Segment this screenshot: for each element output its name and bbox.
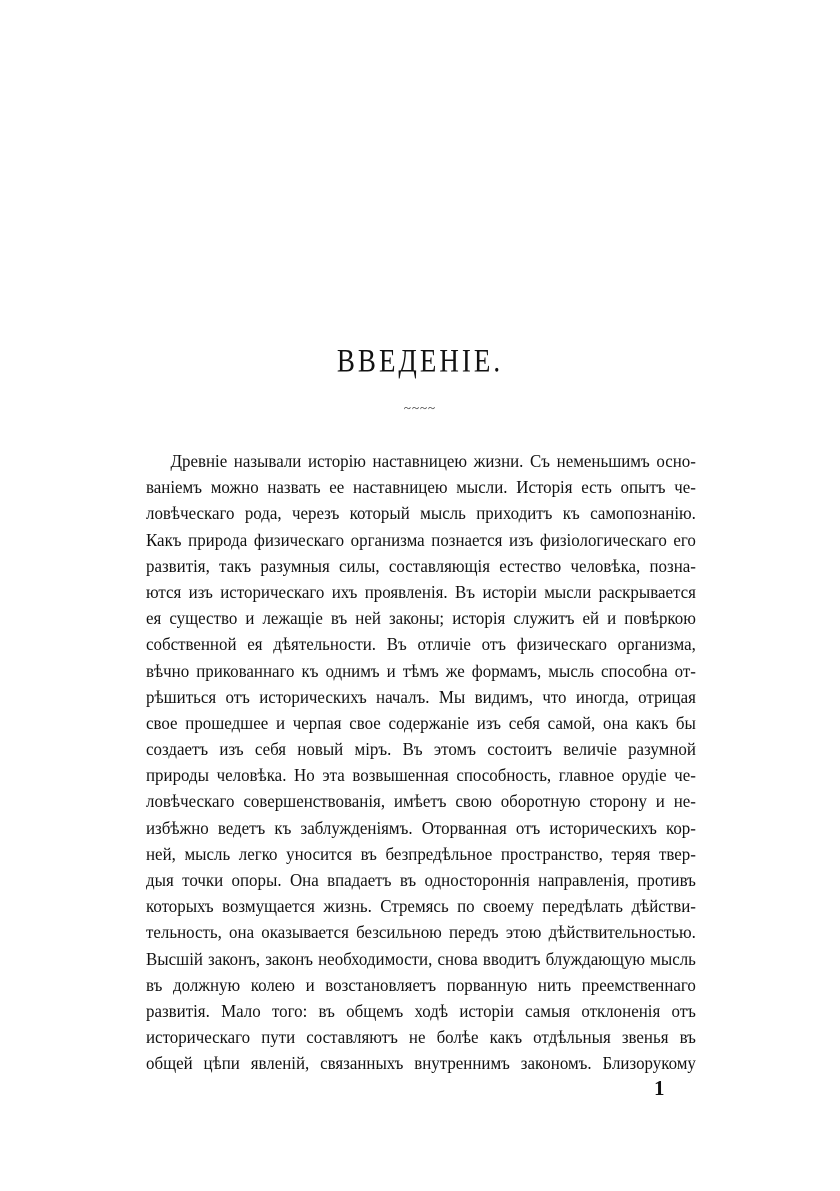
text-line: ея существо и лежащіе въ ней законы; исторія служитъ ей и повѣркою bbox=[146, 608, 696, 629]
text-line: ются изъ историческаго ихъ проявленія. Въ исторіи мысли раскрывается bbox=[146, 581, 696, 602]
text-line: развитія. Мало того: въ общемъ ходѣ исторіи самыя отклоненія отъ bbox=[146, 1000, 696, 1021]
text-line: общей цѣпи явленій, связанныхъ внутреннимъ закономъ. Близорукому bbox=[146, 1053, 696, 1074]
text-line: Древніе называли исторію наставницею жизни. Съ неменьшимъ осно- bbox=[170, 451, 696, 471]
text-line: которыхъ возмущается жизнь. Стремясь по своему передѣлать дѣйстви- bbox=[146, 896, 696, 917]
title-ornament: ~~~~ bbox=[403, 400, 437, 415]
text-line: природы человѣка. Но эта возвышенная способность, главное орудіе че- bbox=[146, 765, 696, 786]
text-line: Высшій законъ, законъ необходимости, снова вводитъ блуждающую мысль bbox=[146, 948, 696, 969]
text-line: ней, мысль легко уносится въ безпредѣльное пространство, теряя твер- bbox=[146, 843, 696, 864]
text-line: свое прошедшее и черпая свое содержаніе изъ себя самой, она какъ бы bbox=[146, 712, 696, 733]
text-line: ваніемъ можно назвать ее наставницею мысли. Исторія есть опытъ че- bbox=[146, 477, 696, 498]
text-line: въ должную колею и возстановляетъ порванную нить преемственнаго bbox=[146, 974, 696, 995]
text-line: собственной ея дѣятельности. Въ отличіе отъ физическаго организма, bbox=[146, 634, 696, 655]
text-line: избѣжно ведетъ къ заблужденіямъ. Оторванная отъ историческихъ кор- bbox=[146, 817, 696, 838]
text-line: создаетъ изъ себя новый міръ. Въ этомъ состоитъ величіе разумной bbox=[146, 739, 696, 760]
text-line: развитія, такъ разумныя силы, составляющія естество человѣка, позна- bbox=[146, 555, 696, 576]
text-line: тельность, она оказывается безсильною передъ этою дѣйствительностью. bbox=[146, 922, 696, 943]
text-line: рѣшиться отъ историческихъ началъ. Мы видимъ, что иногда, отрицая bbox=[146, 686, 696, 707]
text-line: вѣчно прикованнаго къ однимъ и тѣмъ же формамъ, мысль способна от- bbox=[146, 660, 696, 681]
text-line: ловѣческаго рода, черезъ который мысль приходитъ къ самопознанію. bbox=[146, 503, 696, 524]
chapter-title: ВВЕДЕНІЕ. bbox=[336, 342, 504, 379]
text-line: Какъ природа физическаго организма познается изъ физіологическаго его bbox=[146, 529, 696, 550]
page-number: 1 bbox=[654, 1076, 665, 1100]
text-line: ловѣческаго совершенствованія, имѣетъ свою оборотную сторону и не- bbox=[146, 791, 696, 812]
text-line: дыя точки опоры. Она впадаетъ въ одностороннія направленія, противъ bbox=[146, 870, 696, 890]
text-line: историческаго пути составляютъ не болѣе какъ отдѣльныя звенья въ bbox=[146, 1027, 696, 1048]
body-paragraph bbox=[146, 448, 696, 1077]
